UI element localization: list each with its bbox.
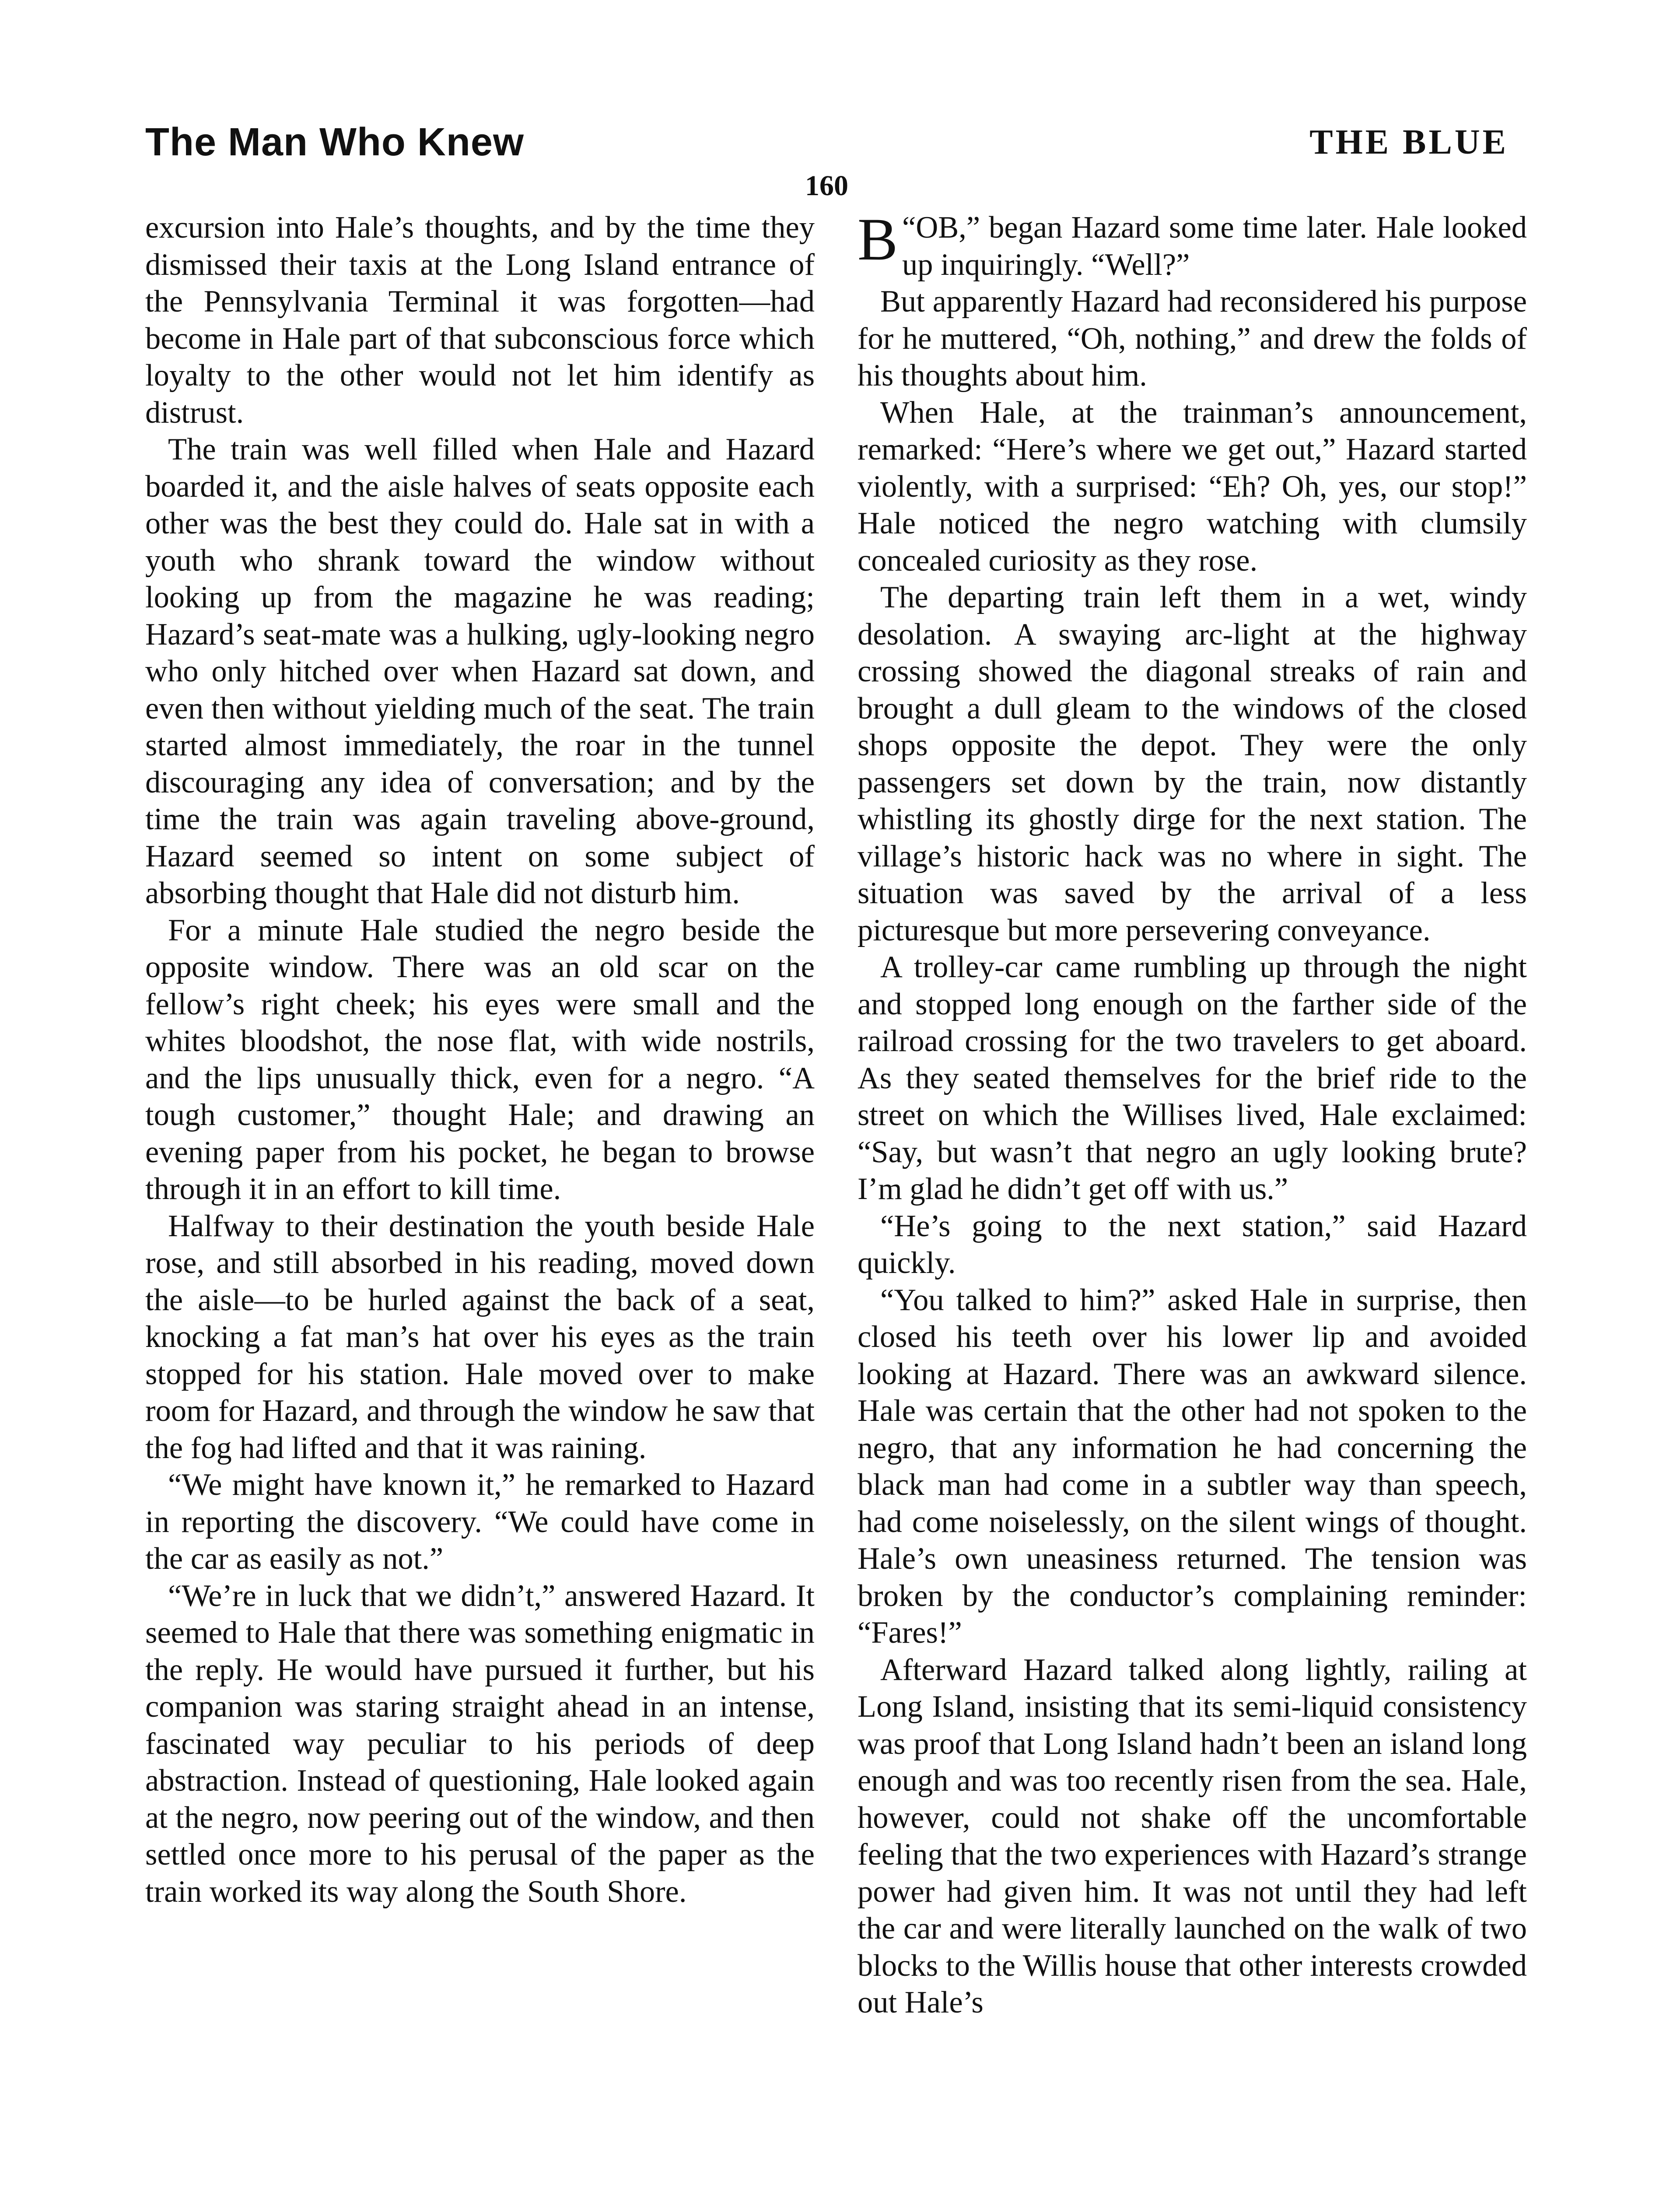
opening-quote: “	[902, 210, 916, 245]
page-number: 160	[805, 170, 848, 202]
opening-paragraph	[858, 206, 1527, 283]
paragraph: A trolley-car came rumbling up through the night and stopped long enough on the farther side of the railroad crossing for the two travelers to get aboard. As they seated themselves for the brief ride to the street on which the Willises lived, Hale exclaimed: “Say, but wasn’t that negro an ugly looking brute? I’m glad he didn’t get off with us.”	[858, 950, 1527, 1206]
paragraph: When Hale, at the trainman’s announcement, remarked: “Here’s where we get out,” Hazard started violently, with a surprised: “Eh? Oh, yes, our stop!” Hale noticed the negro watching with clumsily concealed curiosity as they rose.	[858, 395, 1527, 578]
paragraph: Afterward Hazard talked along lightly, railing at Long Island, insisting that its semi-liquid consistency was proof that Long Island hadn’t been an island long enough and was too recently risen from the sea. Hale, however, could not shake off the uncomfortable feeling that the two experiences with Hazard’s strange power had given him. It was not until they had left the car and were literally launched on the walk of two blocks to the Willis house that other interests crowded out Hale’s	[858, 1652, 1527, 2020]
paragraph: The departing train left them in a wet, windy desolation. A swaying arc-light at the highway crossing showed the diagonal streaks of rain and brought a dull gleam to the windows of the closed shops opposite the depot. They were the only passengers set down by the train, now distantly whistling its ghostly dirge for the next station. The village’s historic hack was no where in sight. The situation was saved by the arrival of a less picturesque but more persevering conveyance.	[858, 580, 1527, 947]
story-title: The Man Who Knew	[145, 120, 524, 164]
paragraph: But apparently Hazard had reconsidered his purpose for he muttered, “Oh, nothing,” and drew the folds of his thoughts about him.	[858, 284, 1527, 393]
right-text-column	[858, 206, 1527, 2021]
left-text-column	[145, 209, 815, 1910]
magazine-name: THE BLUE	[1309, 123, 1508, 161]
paragraph: “He’s going to the next station,” said Hazard quickly.	[858, 1209, 1527, 1280]
paragraph: excursion into Hale’s thoughts, and by the time they dismissed their taxis at the Long Island entrance of the Pennsylvania Terminal it was forgotten—had become in Hale part of that subconscious force which loyalty to the other would not let him identify as distrust.	[145, 210, 815, 430]
paragraph: The train was well filled when Hale and Hazard boarded it, and the aisle halves of seats opposite each other was the best they could do. Hale sat in with a youth who shrank toward the window without looking up from the magazine he was reading; Hazard’s seat-mate was a hulking, ugly-looking negro who only hitched over when Hazard sat down, and even then without yielding much of the seat. The train started almost immediately, the roar in the tunnel discouraging any idea of conversation; and by the time the train was again traveling above-ground, Hazard seemed so intent on some subject of absorbing thought that Hale did not disturb him.	[145, 432, 815, 910]
drop-cap-letter: B	[858, 206, 898, 273]
paragraph: For a minute Hale studied the negro beside the opposite window. There was an old scar on the fellow’s right cheek; his eyes were small and the whites bloodshot, the nose flat, with wide nostrils, and the lips unusually thick, even for a negro. “A tough customer,” thought Hale; and drawing an evening paper from his pocket, he began to browse through it in an effort to kill time.	[145, 913, 815, 1206]
paragraph: “We’re in luck that we didn’t,” answered Hazard. It seemed to Hale that there was something enigmatic in the reply. He would have pursued it further, but his companion was staring straight ahead in an intense, fascinated way peculiar to his periods of deep abstraction. Instead of questioning, Hale looked again at the negro, now peering out of the window, and then settled once more to his perusal of the paper as the train worked its way along the South Shore.	[145, 1578, 815, 1909]
paragraph: Halfway to their destination the youth beside Hale rose, and still absorbed in his reading, moved down the aisle—to be hurled against the back of a seat, knocking a fat man’s hat over his eyes as the train stopped for his station. Hale moved over to make room for Hazard, and through the window he saw that the fog had lifted and that it was raining.	[145, 1209, 815, 1465]
paragraph: “We might have known it,” he remarked to Hazard in reporting the discovery. “We could have come in the car as easily as not.”	[145, 1468, 815, 1576]
opening-paragraph-text: OB,” began Hazard some time later. Hale looked up inquiringly. “Well?”	[902, 210, 1527, 282]
paragraph: “You talked to him?” asked Hale in surprise, then closed his teeth over his lower lip and avoided looking at Hazard. There was an awkward silence. Hale was certain that the other had not spoken to the negro, that any information he had concerning the black man had come in a subtler way than speech, had come noiselessly, on the silent wings of thought. Hale’s own uneasiness returned. The tension was broken by the conductor’s complaining reminder: “Fares!”	[858, 1283, 1527, 1650]
